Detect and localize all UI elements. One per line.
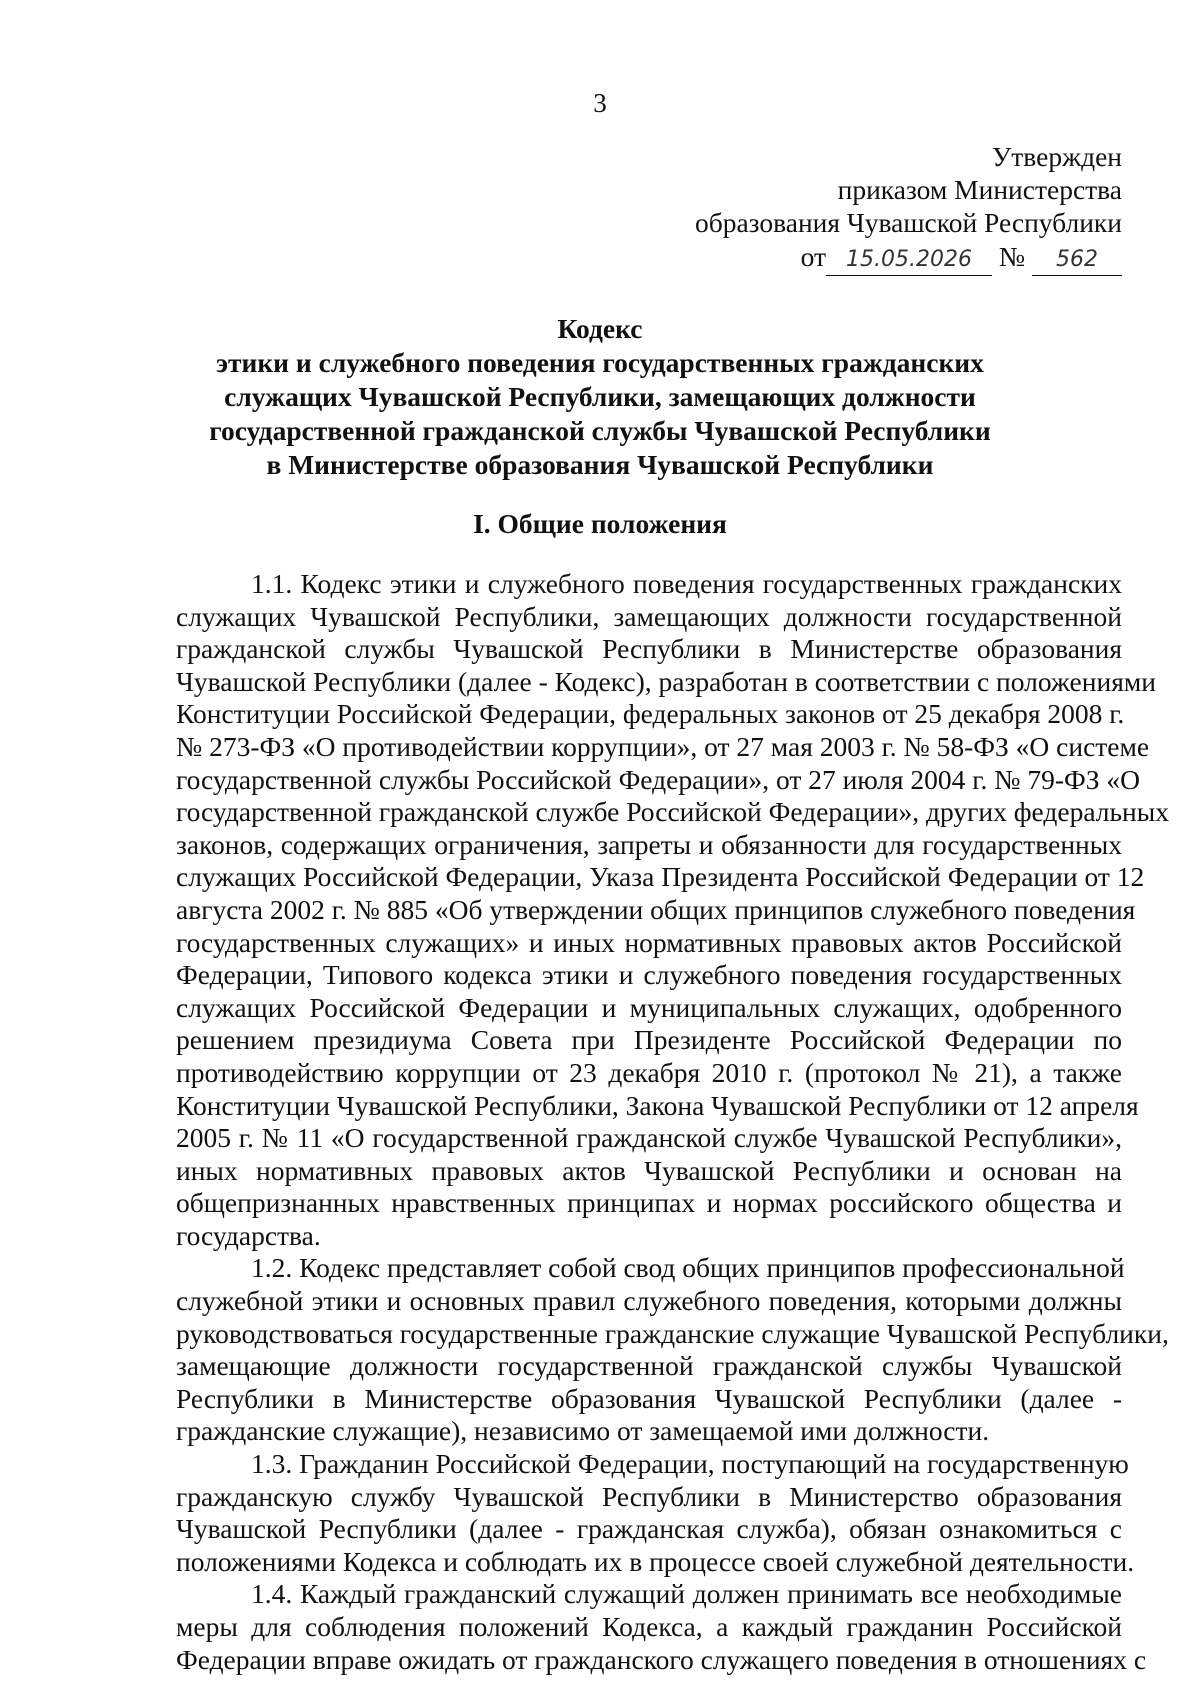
body-line: Чувашской Республики (далее - гражданская служба), обязан ознакомиться с	[176, 1513, 1122, 1545]
body-line: государства.	[176, 1219, 321, 1251]
body-line: законов, содержащих ограничения, запреты и обязанности для государственных	[176, 828, 1122, 860]
body-line: августа 2002 г. № 885 «Об утверждении общих принципов служебного поведения	[176, 893, 1136, 925]
body-line: иных нормативных правовых актов Чувашской Республики и основан на	[176, 1154, 1122, 1186]
approval-line-2: приказом Министерства	[837, 174, 1122, 205]
page-number: 3	[593, 88, 607, 118]
body-line: замещающие должности государственной гражданской службы Чувашской	[176, 1350, 1122, 1382]
body-line: Конституции Чувашской Республики, Закона Чувашской Республики от 12 апреля	[176, 1089, 1139, 1121]
body-line: 1.1. Кодекс этики и служебного поведения государственных гражданских	[251, 568, 1122, 599]
date-prefix: от	[800, 241, 826, 272]
document-title	[0, 312, 1200, 482]
approval-line-3: образования Чувашской Республики	[694, 207, 1122, 238]
title-line-4: государственной гражданской службы Чувашской Республики	[209, 415, 991, 446]
title-line-5: в Министерстве образования Чувашской Республики	[266, 449, 934, 480]
body-line: государственных служащих» и иных нормативных правовых актов Российской	[176, 926, 1122, 958]
approval-date-number-line	[600, 240, 1122, 276]
body-line: № 273-ФЗ «О противодействии коррупции», от 27 мая 2003 г. № 58-ФЗ «О системе	[176, 730, 1150, 762]
body-line: служащих Чувашской Республики, замещающих должности государственной	[176, 600, 1122, 632]
body-line: 1.4. Каждый гражданский служащий должен принимать все необходимые	[251, 1578, 1122, 1610]
body-line: общепризнанных нравственных принципах и нормах российского общества и	[176, 1187, 1122, 1219]
title-line-1: Кодекс	[557, 313, 643, 344]
handwritten-date: 15.05.2026	[826, 245, 992, 276]
approval-line-1: Утвержден	[991, 141, 1122, 172]
body-line: меры для соблюдения положений Кодекса, а каждый гражданин Российской	[176, 1611, 1122, 1642]
body-line: 1.3. Гражданин Российской Федерации, поступающий на государственную	[251, 1448, 1129, 1480]
body-line: руководствоваться государственные гражданские служащие Чувашской Республики,	[176, 1317, 1169, 1349]
body-line: служащих Российской Федерации и муниципальных служащих, одобренного	[176, 991, 1122, 1023]
body-line: Федерации вправе ожидать от гражданского служащего поведения в отношениях с	[176, 1643, 1147, 1675]
body-line: гражданские служащие), независимо от замещаемой ими должности.	[176, 1415, 990, 1447]
section-heading: I. Общие положения	[473, 508, 727, 539]
title-line-2: этики и служебного поведения государственных гражданских	[216, 347, 984, 378]
body-line: государственной службы Российской Федерации», от 27 июля 2004 г. № 79-ФЗ «О	[176, 763, 1140, 795]
body-line: гражданской службы Чувашской Республики в Министерстве образования	[176, 633, 1122, 665]
body-line: служебной этики и основных правил служебного поведения, которыми должны	[176, 1285, 1122, 1317]
body-line: решением президиума Совета при Президенте Российской Федерации по	[176, 1024, 1122, 1056]
body-line: гражданскую службу Чувашской Республики в Министерство образования	[176, 1480, 1122, 1512]
body-line: положениями Кодекса и соблюдать их в процессе своей служебной деятельности.	[176, 1545, 1135, 1577]
handwritten-number: 562	[1032, 245, 1122, 276]
body-line: Конституции Российской Федерации, федеральных законов от 25 декабря 2008 г.	[176, 698, 1125, 730]
number-prefix: №	[998, 241, 1026, 272]
body-line: государственной гражданской службе Российской Федерации», других федеральных	[176, 796, 1169, 828]
body-line: 1.2. Кодекс представляет собой свод общих принципов профессиональной	[251, 1252, 1125, 1284]
body-line: Чувашской Республики (далее - Кодекс), разработан в соответствии с положениями	[176, 665, 1156, 697]
approval-block	[600, 140, 1122, 276]
body-line: противодействию коррупции от 23 декабря 2010 г. (протокол № 21), а также	[176, 1056, 1122, 1088]
body-line: служащих Российской Федерации, Указа Президента Российской Федерации от 12	[176, 861, 1145, 893]
body-line: Федерации, Типового кодекса этики и служебного поведения государственных	[176, 959, 1122, 991]
body-line: Республики в Министерстве образования Чувашской Республики (далее -	[176, 1382, 1122, 1414]
body-line: 2005 г. № 11 «О государственной гражданской службе Чувашской Республики»,	[176, 1122, 1122, 1154]
document-body	[176, 568, 1169, 1676]
title-line-3: служащих Чувашской Республики, замещающих должности	[224, 381, 976, 412]
